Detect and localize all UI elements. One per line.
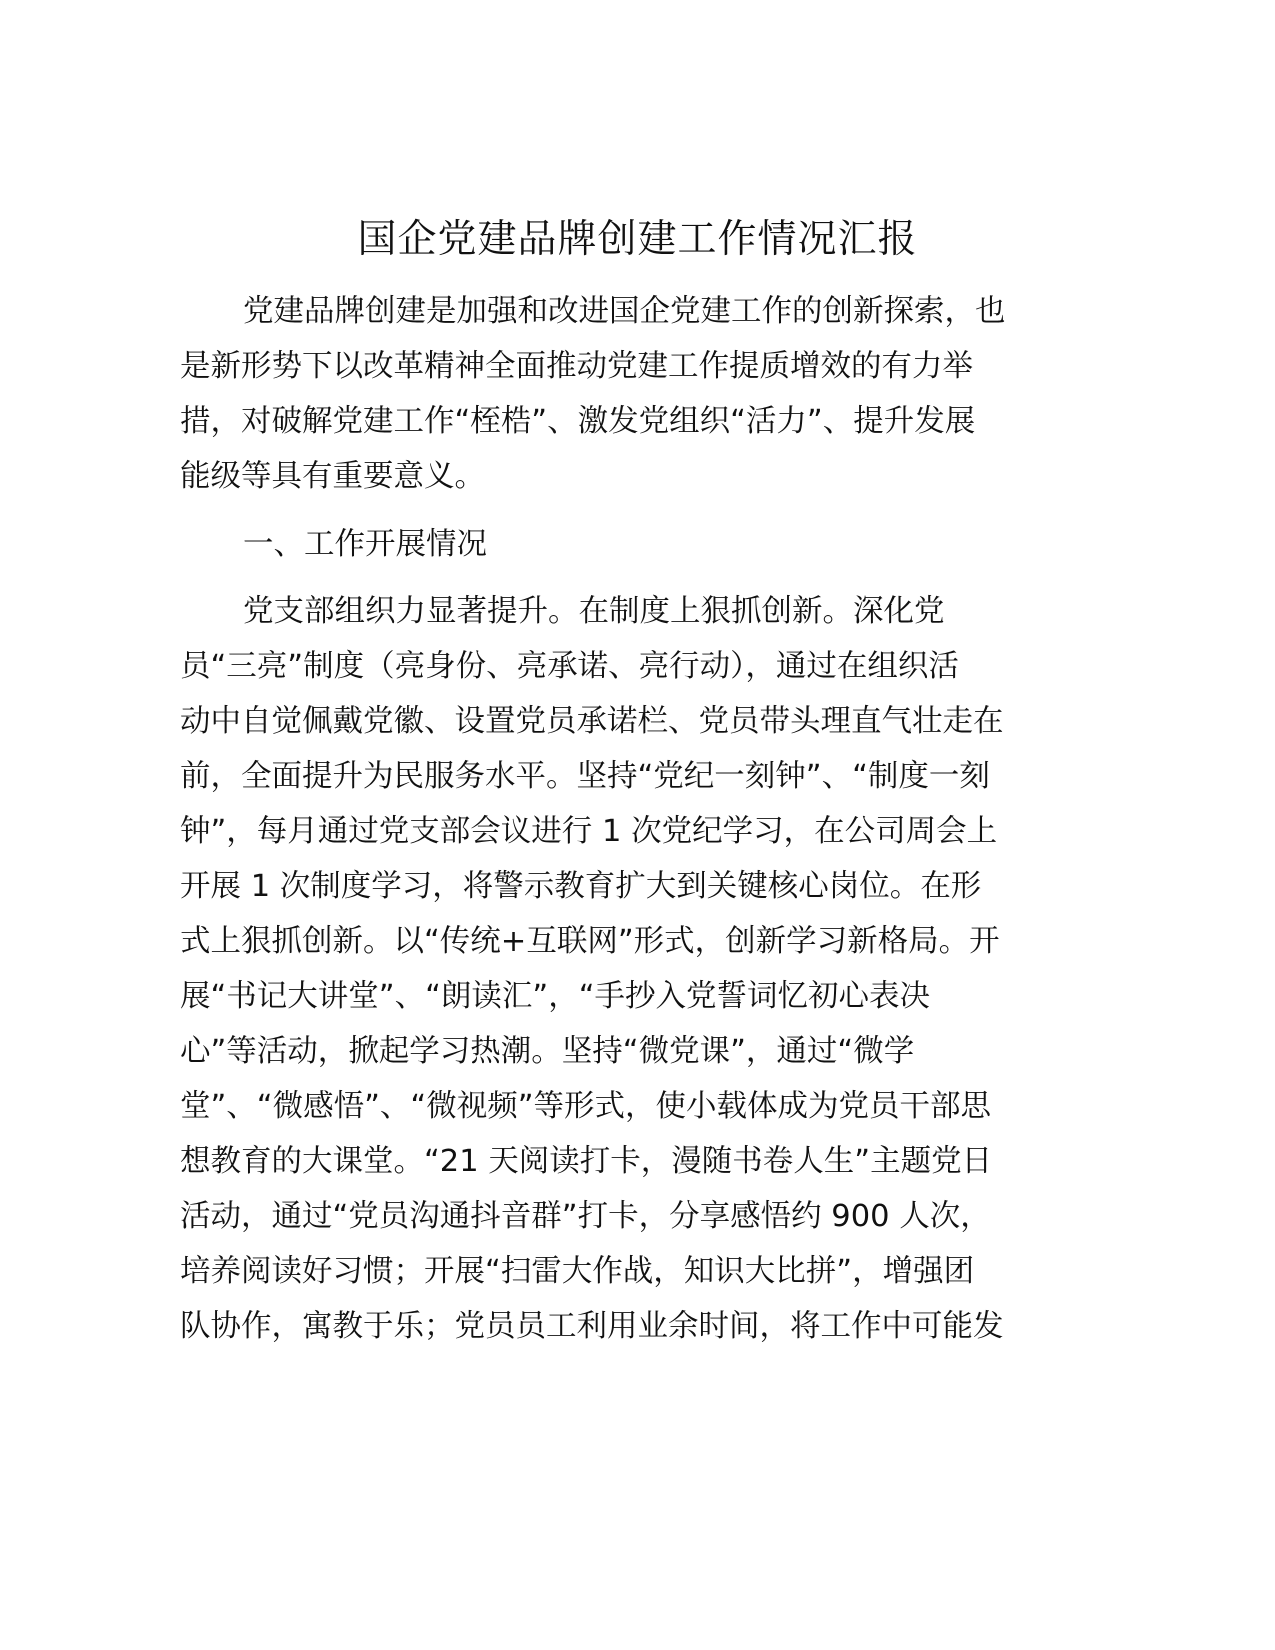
paragraph-line: 能级等具有重要意义。 xyxy=(180,459,485,494)
paragraph-line: 队协作，寓教于乐；党员员工利用业余时间，将工作中可能发 xyxy=(180,1309,1004,1344)
paragraph-line: 是新形势下以改革精神全面推动党建工作提质增效的有力举 xyxy=(180,349,973,384)
paragraph-line: 员“三亮”制度（亮身份、亮承诺、亮行动），通过在组织活 xyxy=(180,649,959,684)
paragraph-line: 措，对破解党建工作“桎梏”、激发党组织“活力”、提升发展 xyxy=(180,404,976,439)
paragraph-line: 堂”、“微感悟”、“微视频”等形式，使小载体成为党员干部思 xyxy=(180,1089,992,1124)
paragraph-line: 开展 1 次制度学习，将警示教育扩大到关键核心岗位。在形 xyxy=(180,869,982,904)
document-title: 国企党建品牌创建工作情况汇报 xyxy=(357,217,918,262)
paragraph-line: 党建品牌创建是加强和改进国企党建工作的创新探索，也 xyxy=(243,294,1006,329)
paragraph-line: 展“书记大讲堂”、“朗读汇”，“手抄入党誓词忆初心表决 xyxy=(180,979,931,1014)
paragraph-line: 式上狠抓创新。以“传统+互联网”形式，创新学习新格局。开 xyxy=(180,924,1000,959)
paragraph-line: 想教育的大课堂。“21 天阅读打卡，漫随书卷人生”主题党日 xyxy=(180,1144,993,1179)
section-heading: 一、工作开展情况 xyxy=(243,527,487,562)
paragraph-line: 培养阅读好习惯；开展“扫雷大作战，知识大比拼”，增强团 xyxy=(180,1254,975,1289)
paragraph-line: 前，全面提升为民服务水平。坚持“党纪一刻钟”、“制度一刻 xyxy=(180,759,990,794)
paragraph-line: 党支部组织力显著提升。在制度上狠抓创新。深化党 xyxy=(243,594,945,629)
paragraph-line: 活动，通过“党员沟通抖音群”打卡，分享感悟约 900 人次， xyxy=(180,1199,991,1234)
paragraph-line: 动中自觉佩戴党徽、设置党员承诺栏、党员带头理直气壮走在 xyxy=(180,704,1004,739)
paragraph-line: 钟”，每月通过党支部会议进行 1 次党纪学习，在公司周会上 xyxy=(180,814,998,849)
paragraph-line: 心”等活动，掀起学习热潮。坚持“微党课”，通过“微学 xyxy=(180,1034,915,1069)
